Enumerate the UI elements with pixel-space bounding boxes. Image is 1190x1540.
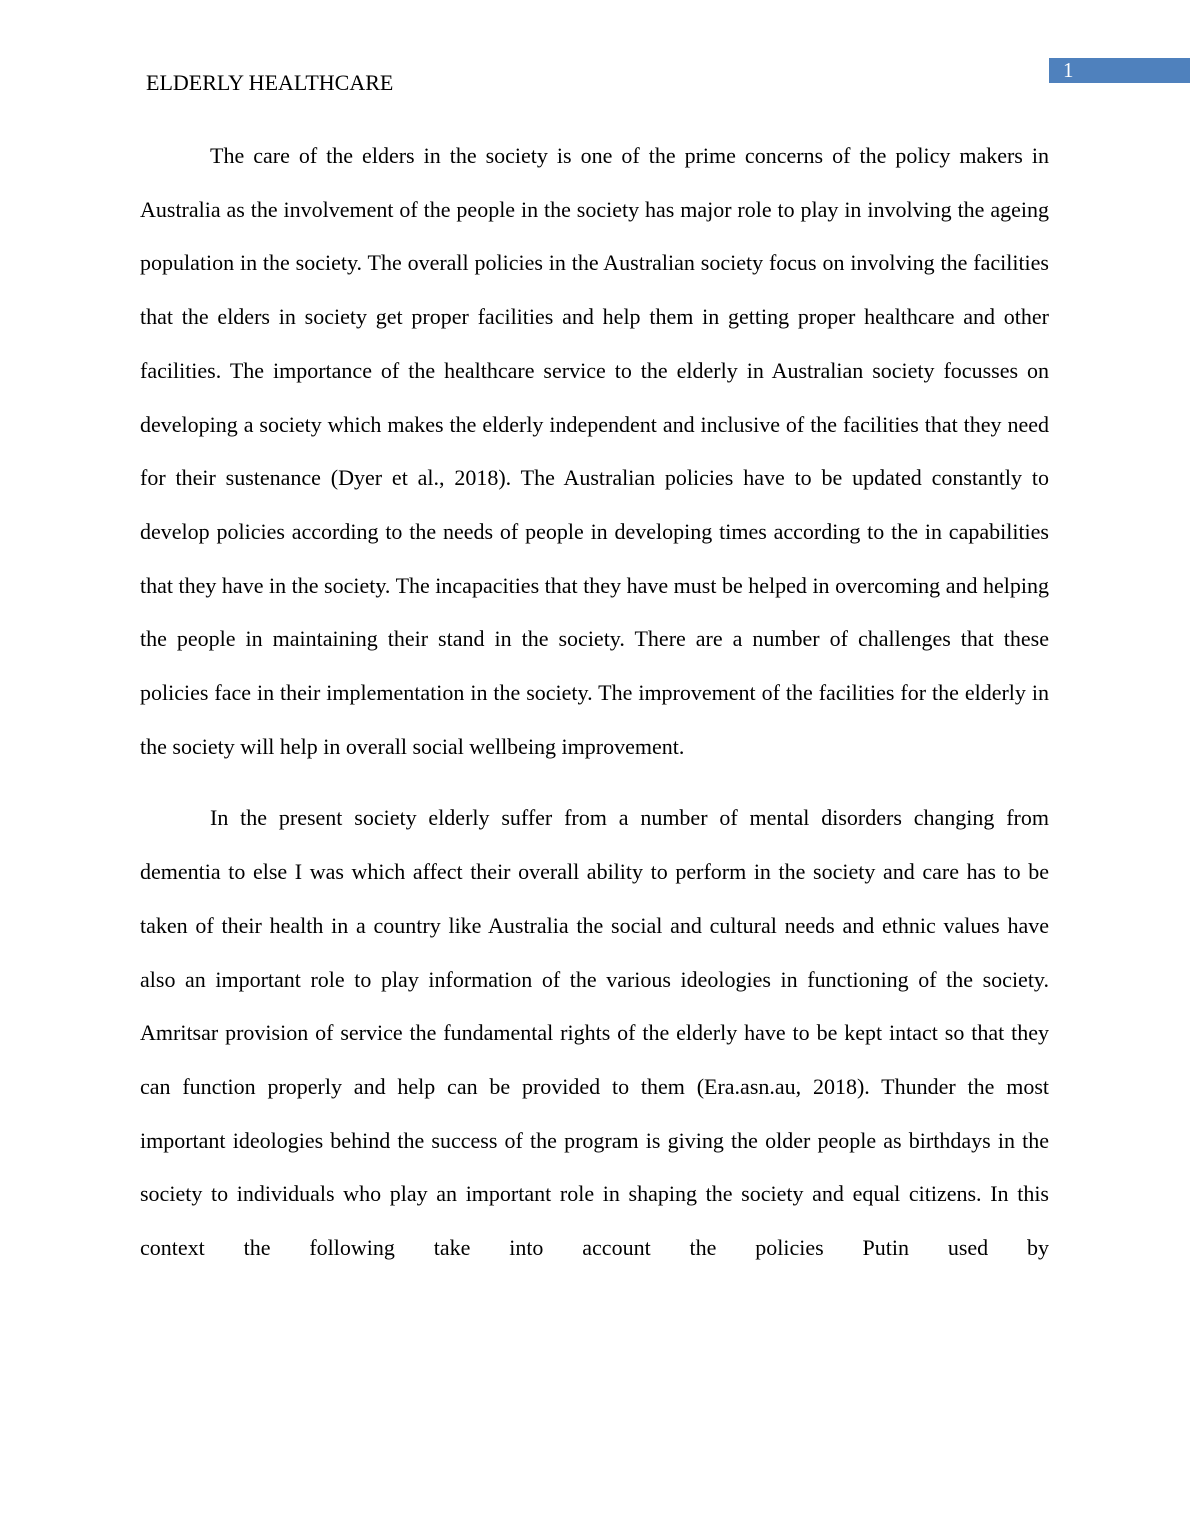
paragraph-2: In the present society elderly suffer from a number of mental disorders changing from dementia to else I was which affect their overall ability to perform in the society and care has to be taken of their health in a country like Australia the social and cultural needs and ethnic values have also an important role to play information of the various ideologies in functioning of the society. Amritsar provision of service the fundamental rights of the elderly have to be kept intact so that they can function properly and help can be provided to them (Era.asn.au, 2018). Thunder the most important ideologies behind the success of the program is giving the older people as birthdays in the society to individuals who play an important role in shaping the society and equal citizens. In this context the following take into account the policies Putin used by [140,805,1049,1261]
page-number-badge [1049,58,1190,83]
page-number: 1 [1063,58,1074,82]
running-head: ELDERLY HEALTHCARE [146,70,394,95]
document-body [140,129,1049,1275]
paragraph-1: The care of the elders in the society is one of the prime concerns of the policy makers in Australia as the involvement of the people in the society has major role to play in involving the ageing population in the society. The overall policies in the Australian society focus on involving the facilities that the elders in society get proper facilities and help them in getting proper healthcare and other facilities. The importance of the healthcare service to the elderly in Australian society focusses on developing a society which makes the elderly independent and inclusive of the facilities that they need for their sustenance (Dyer et al., 2018). The Australian policies have to be updated constantly to develop policies according to the needs of people in developing times according to the in capabilities that they have in the society. The incapacities that they have must be helped in overcoming and helping the people in maintaining their stand in the society. There are a number of challenges that these policies face in their implementation in the society. The improvement of the facilities for the elderly in the society will help in overall social wellbeing improvement. [140,143,1049,759]
